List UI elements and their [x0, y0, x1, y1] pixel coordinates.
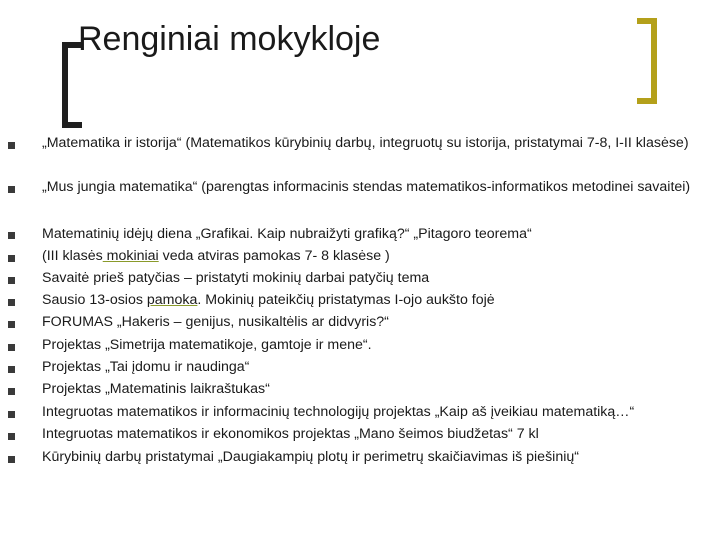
bullet-marker	[8, 321, 15, 328]
list-item: „Matematika ir istorija“ (Matematikos kūrybinių darbų, integruotų su istorija, pristatymai 7-8, I-II klasėse)	[42, 135, 689, 151]
mokiniai-link[interactable]: mokiniai	[102, 248, 159, 264]
list-item: Integruotas matematikos ir informacinių technologijų projektas „Kaip aš įveikiau matematiką…“	[42, 404, 635, 420]
bullet-marker	[8, 186, 15, 193]
item-text: (III klasės	[42, 248, 103, 264]
list-item: „Mus jungia matematika“ (parengtas informacinis stendas matematikos-informatikos metodinei savaitei)	[42, 179, 691, 195]
bullet-marker	[8, 299, 15, 306]
list-item: Savaitė prieš patyčias – pristatyti mokinių darbai patyčių tema	[42, 270, 430, 286]
list-item: Matematinių idėjų diena „Grafikai. Kaip nubraižyti grafiką?“ „Pitagoro teorema“	[42, 226, 532, 242]
bullet-marker	[8, 142, 15, 149]
bullet-marker	[8, 366, 15, 373]
bullet-marker	[8, 344, 15, 351]
list-item: Projektas „Tai įdomu ir naudinga“	[42, 359, 250, 375]
list-item: Kūrybinių darbų pristatymai „Daugiakampių plotų ir perimetrų skaičiavimas iš piešinių“	[42, 449, 579, 465]
bullet-marker	[8, 232, 15, 239]
pamoka-link[interactable]: pamoka	[146, 292, 198, 308]
bullet-marker	[8, 388, 15, 395]
item-text: Sausio 13-osios	[42, 292, 147, 308]
bullet-marker	[8, 255, 15, 262]
list-item	[42, 247, 714, 266]
item-text: veda atviras pamokas 7- 8 klasėse )	[158, 248, 390, 264]
slide-title: Renginiai mokykloje	[78, 20, 381, 58]
bullet-marker	[8, 411, 15, 418]
list-item: FORUMAS „Hakeris – genijus, nusikaltėlis ar didvyris?“	[42, 314, 389, 330]
list-item: Projektas „Simetrija matematikoje, gamtoje ir mene“.	[42, 337, 372, 353]
bullet-marker	[8, 277, 15, 284]
item-text: . Mokinių pateikčių pristatymas I-ojo aukšto fojė	[197, 292, 495, 308]
list-item: Projektas „Matematinis laikraštukas“	[42, 381, 270, 397]
bullet-marker	[8, 456, 15, 463]
list-item	[42, 291, 714, 310]
list-item: Integruotas matematikos ir ekonomikos projektas „Mano šeimos biudžetas“ 7 kl	[42, 426, 539, 442]
bullet-marker	[8, 433, 15, 440]
